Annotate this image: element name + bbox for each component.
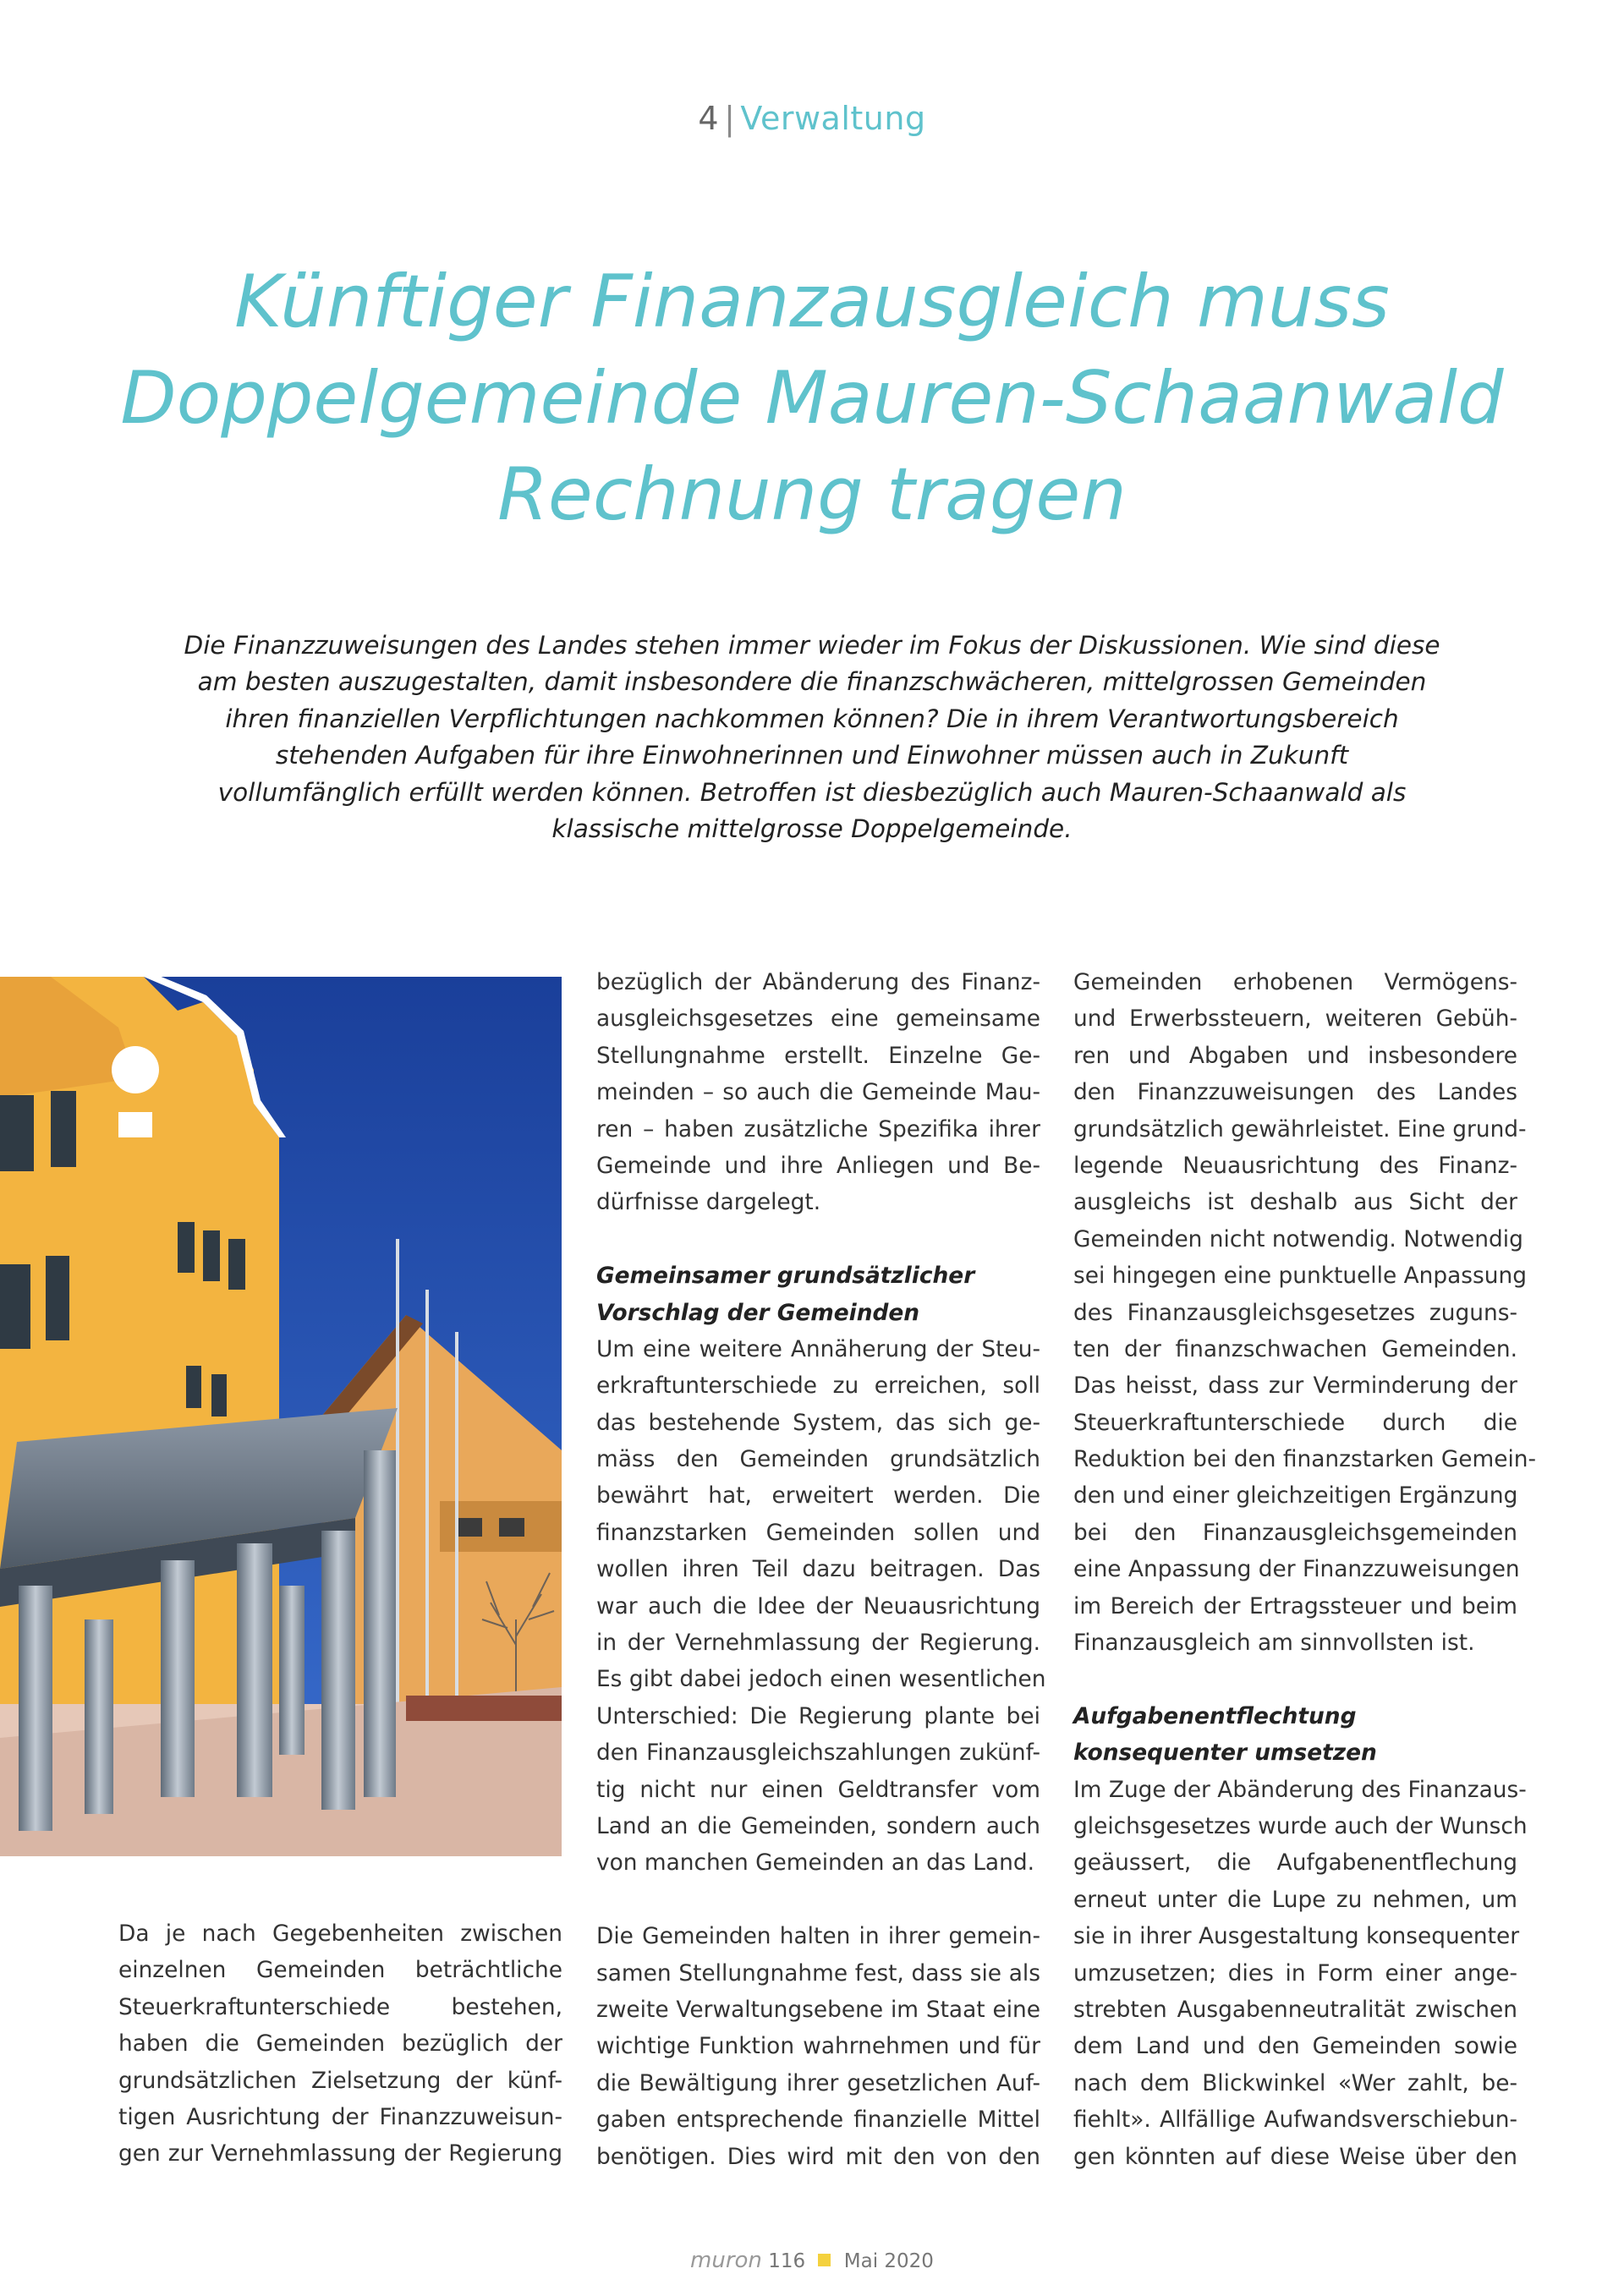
text-line: sei hingegen eine punktuelle Anpassung: [1073, 1263, 1527, 1290]
text-line: des Finanzausgleichsgesetzes zuguns-: [1073, 1299, 1517, 1326]
title-line: Rechnung tragen: [497, 452, 1127, 537]
text-line: zweite Verwaltungsebene im Staat eine: [596, 1996, 1040, 2023]
subheading: Aufgabenentflechtung: [1073, 1702, 1357, 1729]
text-line: wichtige Funktion wahrnehmen und für: [596, 2033, 1040, 2060]
header-separator: |: [724, 100, 736, 137]
text-line: Gemeinden erhobenen Vermögens-: [1073, 969, 1517, 995]
text-line: finanzstarken Gemeinden sollen und: [596, 1519, 1040, 1546]
text-line: mäss den Gemeinden grundsätzlich: [596, 1446, 1040, 1473]
text-line: ten der finanzschwachen Gemeinden.: [1073, 1335, 1517, 1362]
text-line: Die Gemeinden halten in ihrer gemein-: [596, 1923, 1040, 1950]
text-line: gen zur Vernehmlassung der Regierung: [118, 2140, 562, 2167]
text-line: bewährt hat, erweitert werden. Die: [596, 1482, 1040, 1510]
text-line: Stellungnahme erstellt. Einzelne Ge-: [596, 1042, 1040, 1069]
text-line: geäussert, die Aufgabenentflechung: [1073, 1849, 1517, 1877]
text-line: gleichsgesetzes wurde auch der Wunsch: [1073, 1812, 1528, 1839]
text-line: benötigen. Dies wird mit den von den: [596, 2143, 1040, 2170]
lead-line: stehenden Aufgaben für ihre Einwohnerinnen und Einwohner müssen auch in Zukunft: [275, 741, 1349, 770]
text-line: strebten Ausgabenneutralität zwischen: [1073, 1996, 1517, 2023]
page-header: [0, 100, 1624, 137]
issue-date: Mai 2020: [843, 2250, 934, 2272]
text-line: gaben entsprechende finanzielle Mittel: [596, 2107, 1040, 2134]
text-line: den Finanzausgleichszahlungen zukünf-: [596, 1740, 1040, 1767]
text-line: dem Land und den Gemeinden sowie: [1073, 2033, 1517, 2060]
text-line: erneut unter die Lupe zu nehmen, um: [1073, 1886, 1517, 1913]
text-line: meinden – so auch die Gemeinde Mau-: [596, 1079, 1040, 1106]
text-line: das bestehende System, das sich ge-: [596, 1409, 1040, 1436]
text-line: Steuerkraftunterschiede durch die: [1073, 1409, 1517, 1436]
lead-line: klassische mittelgrosse Doppelgemeinde.: [551, 814, 1073, 844]
text-line: Im Zuge der Abänderung des Finanzaus-: [1073, 1776, 1527, 1803]
title-line: Künftiger Finanzausgleich muss: [234, 260, 1390, 344]
paragraph-gap: [596, 1221, 1040, 1258]
lead-line: ihren finanziellen Verpflichtungen nachkommen können? Die in ihrem Verantwortungsbereich: [225, 704, 1399, 733]
text-line: samen Stellungnahme fest, dass sie als: [596, 1959, 1040, 1986]
text-line: tig nicht nur einen Geldtransfer vom: [596, 1776, 1040, 1803]
text-line: grundsätzlich gewährleistet. Eine grund-: [1073, 1115, 1527, 1143]
article-lead: [161, 627, 1463, 847]
article-title: [85, 254, 1539, 543]
text-line: bezüglich der Abänderung des Finanz-: [596, 969, 1040, 995]
title-line: Doppelgemeinde Mauren-Schaanwald: [120, 356, 1504, 441]
subheading: Gemeinsamer grundsätzlicher: [596, 1263, 975, 1290]
text-line: Unterschied: Die Regierung plante bei: [596, 1702, 1040, 1729]
text-line: Steuerkraftunterschiede bestehen,: [118, 1993, 562, 2020]
text-line: Gemeinde und ihre Anliegen und Be-: [596, 1152, 1040, 1179]
subheading: Vorschlag der Gemeinden: [596, 1299, 920, 1326]
text-line: umzusetzen; dies in Form einer ange-: [1073, 1959, 1517, 1986]
text-line: wollen ihren Teil dazu beitragen. Das: [596, 1556, 1040, 1583]
text-line: haben die Gemeinden bezüglich der: [118, 2030, 562, 2058]
text-line: Da je nach Gegebenheiten zwischen: [118, 1921, 562, 1947]
section-title: Verwaltung: [740, 100, 926, 137]
building-photo: [0, 977, 562, 1856]
text-line: fiehlt». Allfällige Aufwandsverschiebun-: [1073, 2107, 1517, 2134]
text-line: Reduktion bei den finanzstarken Gemein-: [1073, 1446, 1537, 1473]
article-column-1: [118, 1915, 562, 2173]
article-column-3: [1073, 964, 1537, 2175]
photo-municipal-building-icon: [0, 977, 562, 1856]
subheading: konsequenter umsetzen: [1073, 1740, 1377, 1767]
text-line: den und einer gleichzeitigen Ergänzung: [1073, 1482, 1518, 1510]
text-line: in der Vernehmlassung der Regierung.: [596, 1630, 1040, 1657]
text-line: bei den Finanzausgleichsgemeinden: [1073, 1519, 1517, 1546]
text-line: gen könnten auf diese Weise über den: [1073, 2143, 1517, 2170]
paragraph-gap: [1073, 1661, 1517, 1697]
square-icon: [818, 2254, 831, 2266]
text-line: tigen Ausrichtung der Finanzzuweisun-: [118, 2103, 562, 2130]
article-column-2: [596, 964, 1046, 2175]
text-line: nach dem Blickwinkel «Wer zahlt, be-: [1073, 2069, 1517, 2096]
page-footer: [0, 2248, 1624, 2273]
text-line: ausgleichs ist deshalb aus Sicht der: [1073, 1189, 1517, 1216]
text-line: ren und Abgaben und insbesondere: [1073, 1042, 1517, 1069]
lead-line: Die Finanzzuweisungen des Landes stehen immer wieder im Fokus der Diskussionen. Wie sind diese: [184, 631, 1440, 660]
lead-line: vollumfänglich erfüllt werden können. Betroffen ist diesbezüglich auch Mauren-Schaanwald als: [217, 777, 1407, 807]
text-line: und Erwerbssteuern, weiteren Gebüh-: [1073, 1006, 1517, 1033]
text-line: legende Neuausrichtung des Finanz-: [1073, 1152, 1517, 1179]
text-line: Um eine weitere Annäherung der Steu-: [596, 1335, 1040, 1362]
text-line: ausgleichsgesetzes eine gemeinsame: [596, 1006, 1040, 1033]
paragraph-gap: [596, 1882, 1040, 1918]
lead-line: am besten auszugestalten, damit insbesondere die finanzschwächeren, mittelgrossen Gemeinden: [197, 667, 1427, 697]
text-line: eine Anpassung der Finanzzuweisungen: [1073, 1556, 1520, 1583]
text-line: Das heisst, dass zur Verminderung der: [1073, 1373, 1517, 1400]
text-line: im Bereich der Ertragssteuer und beim: [1073, 1592, 1517, 1619]
text-line: war auch die Idee der Neuausrichtung: [596, 1592, 1040, 1619]
text-line: von manchen Gemeinden an das Land.: [596, 1849, 1034, 1877]
text-line: Land an die Gemeinden, sondern auch: [596, 1812, 1040, 1839]
text-line: sie in ihrer Ausgestaltung konsequenter: [1073, 1923, 1520, 1950]
text-line: die Bewältigung ihrer gesetzlichen Auf-: [596, 2069, 1040, 2096]
text-line: grundsätzlichen Zielsetzung der künf-: [118, 2067, 562, 2094]
magazine-name: muron: [690, 2248, 762, 2273]
text-line: erkraftunterschiede zu erreichen, soll: [596, 1373, 1040, 1400]
text-line: den Finanzzuweisungen des Landes: [1073, 1079, 1517, 1106]
issue-number: 116: [768, 2250, 806, 2272]
text-line: Es gibt dabei jedoch einen wesentlichen: [596, 1666, 1046, 1693]
text-line: dürfnisse dargelegt.: [596, 1189, 821, 1216]
page-number: 4: [698, 100, 720, 137]
text-line: Finanzausgleich am sinnvollsten ist.: [1073, 1630, 1475, 1657]
text-line: ren – haben zusätzliche Spezifika ihrer: [596, 1115, 1040, 1143]
text-line: einzelnen Gemeinden beträchtliche: [118, 1957, 562, 1984]
text-line: Gemeinden nicht notwendig. Notwendig: [1073, 1225, 1523, 1252]
